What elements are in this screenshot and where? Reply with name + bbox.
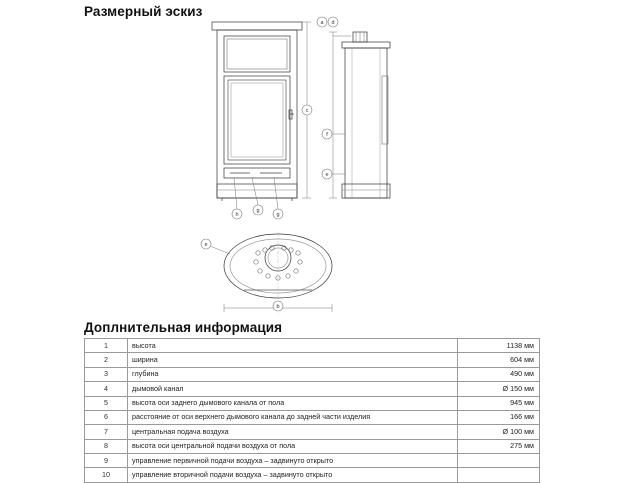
table-row: [85, 367, 540, 381]
row-label: управление первичной подачи воздуха – задвинуто открыто: [128, 454, 458, 468]
row-label: управление вторичной подачи воздуха – задвинуто открыто: [128, 468, 458, 482]
row-value: 166 мм: [458, 410, 540, 424]
table-row: [85, 339, 540, 353]
table-row: [85, 396, 540, 410]
row-label: ширина: [128, 353, 458, 367]
row-label: высота оси заднего дымового канала от пола: [128, 396, 458, 410]
row-label: высота: [128, 339, 458, 353]
row-value: 945 мм: [458, 396, 540, 410]
svg-text:d: d: [331, 20, 335, 26]
row-value: [458, 468, 540, 482]
svg-text:e: e: [325, 172, 329, 178]
row-number: 10: [85, 468, 128, 482]
technical-drawing: [190, 14, 440, 314]
table-row: [85, 468, 540, 482]
row-value: Ø 100 мм: [458, 425, 540, 439]
svg-text:b: b: [276, 304, 280, 310]
row-label: высота оси центральной подачи воздуха от пола: [128, 439, 458, 453]
row-value: 490 мм: [458, 367, 540, 381]
specification-table: [84, 338, 540, 483]
table-row: [85, 410, 540, 424]
row-number: 6: [85, 410, 128, 424]
row-number: 5: [85, 396, 128, 410]
row-value: [458, 454, 540, 468]
svg-text:e: e: [204, 242, 208, 248]
table-row: [85, 439, 540, 453]
svg-text:c: c: [305, 108, 309, 114]
page-title-sketch: Размерный эскиз: [84, 4, 203, 19]
row-value: 1138 мм: [458, 339, 540, 353]
table-row: [85, 353, 540, 367]
row-value: Ø 150 мм: [458, 382, 540, 396]
svg-text:g: g: [256, 208, 260, 214]
svg-text:a: a: [320, 20, 324, 26]
row-number: 1: [85, 339, 128, 353]
row-value: 604 мм: [458, 353, 540, 367]
row-number: 9: [85, 454, 128, 468]
row-number: 7: [85, 425, 128, 439]
row-label: расстояние от оси верхнего дымового канала до задней части изделия: [128, 410, 458, 424]
row-number: 2: [85, 353, 128, 367]
row-number: 8: [85, 439, 128, 453]
row-number: 4: [85, 382, 128, 396]
row-number: 3: [85, 367, 128, 381]
svg-text:f: f: [326, 132, 328, 138]
table-body: [85, 339, 540, 483]
page-title-info: Доплнительная информация: [84, 320, 283, 335]
row-label: центральная подача воздуха: [128, 425, 458, 439]
table-row: [85, 425, 540, 439]
table-row: [85, 382, 540, 396]
row-label: дымовой канал: [128, 382, 458, 396]
svg-text:g: g: [276, 212, 280, 218]
row-label: глубина: [128, 367, 458, 381]
row-value: 275 мм: [458, 439, 540, 453]
table-row: [85, 454, 540, 468]
svg-text:h: h: [235, 212, 239, 218]
